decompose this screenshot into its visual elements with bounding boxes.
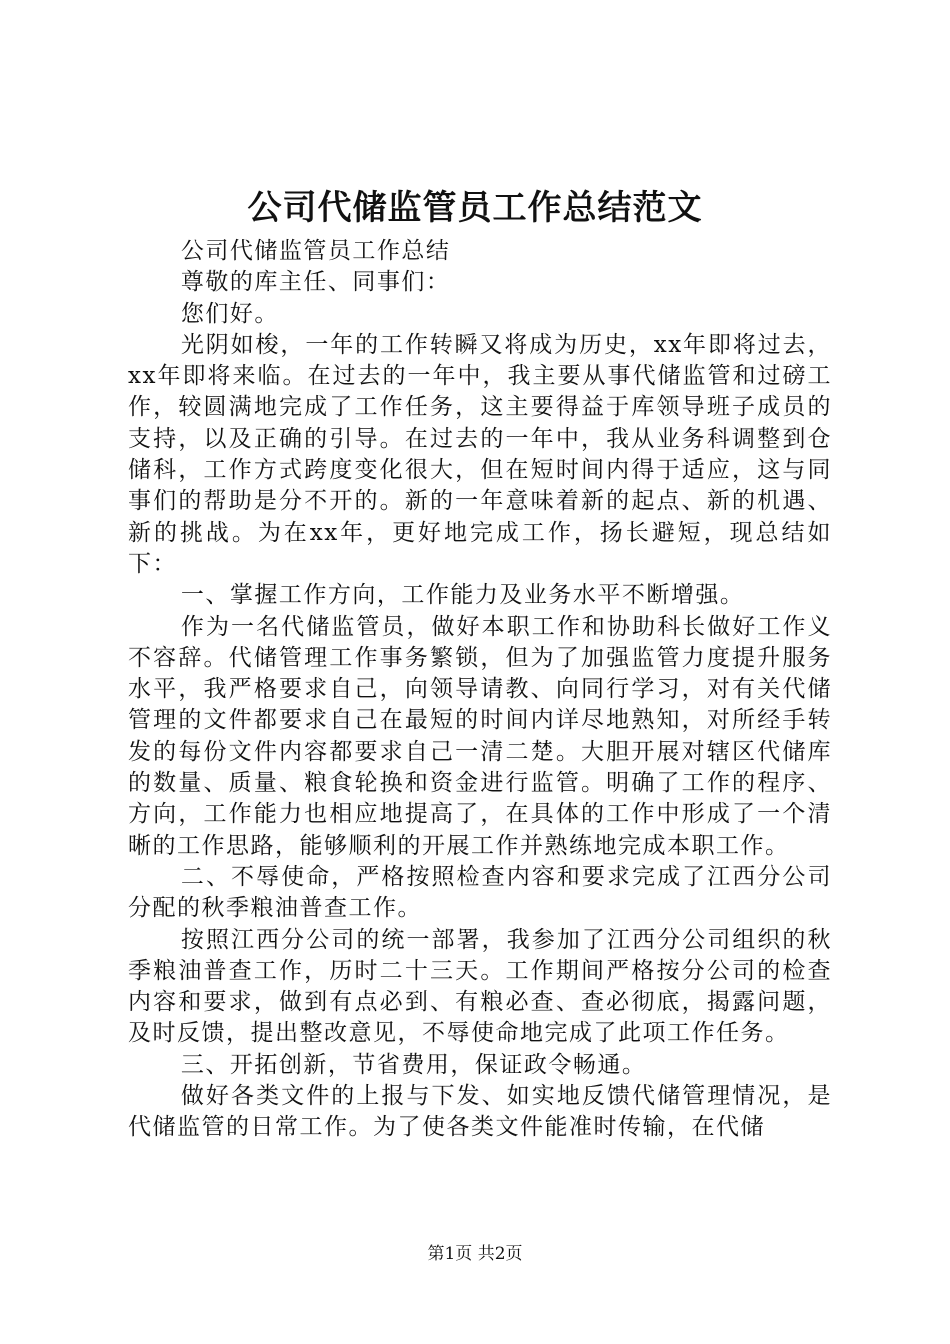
- document-title: 公司代储监管员工作总结范文: [247, 188, 703, 228]
- section-heading-1: 一、掌握工作方向，工作能力及业务水平不断增强。: [180, 582, 745, 609]
- paragraph-intro: 光阴如梭，一年的工作转瞬又将成为历史，xx年即将过去，xx年即将来临。在过去的一年中，我主要从事代储监管和过磅工作，较圆满地完成了工作任务，这主要得益于库领导班子成员的支持，以及正确的引导。在过去的一年中，我从业务科调整到仓储科，工作方式跨度变化很大，但在短时间内得于适应，这与同事们的帮助是分不开的。新的一年意味着新的起点、新的机遇、新的挑战。为在xx年，更好地完成工作，扬长避短，现总结如下：: [128, 331, 832, 577]
- paragraph-greeting: 您们好。: [180, 300, 279, 327]
- paragraph-salutation: 尊敬的库主任、同事们：: [180, 269, 451, 296]
- section-heading-3: 三、开拓创新，节省费用，保证政令畅通。: [180, 1051, 647, 1078]
- paragraph-section-3: 做好各类文件的上报与下发、如实地反馈代储管理情况，是代储监管的日常工作。为了使各类文件能准时传输，在代储: [128, 1083, 832, 1141]
- paragraph-section-1: 作为一名代储监管员，做好本职工作和协助科长做好工作义不容辞。代储管理工作事务繁锁，但为了加强监管力度提升服务水平，我严格要求自己，向领导请教、向同行学习，对有关代储管理的文件都要求自己在最短的时间内详尽地熟知，对所经手转发的每份文件内容都要求自己一清二楚。大胆开展对辖区代储库的数量、质量、粮食轮换和资金进行监管。明确了工作的程序、方向，工作能力也相应地提高了，在具体的工作中形成了一个清晰的工作思路，能够顺利的开展工作并熟练地完成本职工作。: [128, 613, 832, 859]
- paragraph-heading: 公司代储监管员工作总结: [180, 238, 451, 264]
- section-heading-2: 二、不辱使命，严格按照检查内容和要求完成了江西分公司分配的秋季粮油普查工作。: [128, 863, 832, 922]
- document-body: [128, 236, 832, 1144]
- paragraph-section-2: 按照江西分公司的统一部署，我参加了江西分公司组织的秋季粮油普查工作，历时二十三天。工作期间严格按分公司的检查内容和要求，做到有点必到、有粮必查、查必彻底，揭露问题，及时反馈，提出整改意见，不辱使命地完成了此项工作任务。: [128, 926, 832, 1047]
- page-number-footer: 第1页 共2页: [427, 1244, 523, 1264]
